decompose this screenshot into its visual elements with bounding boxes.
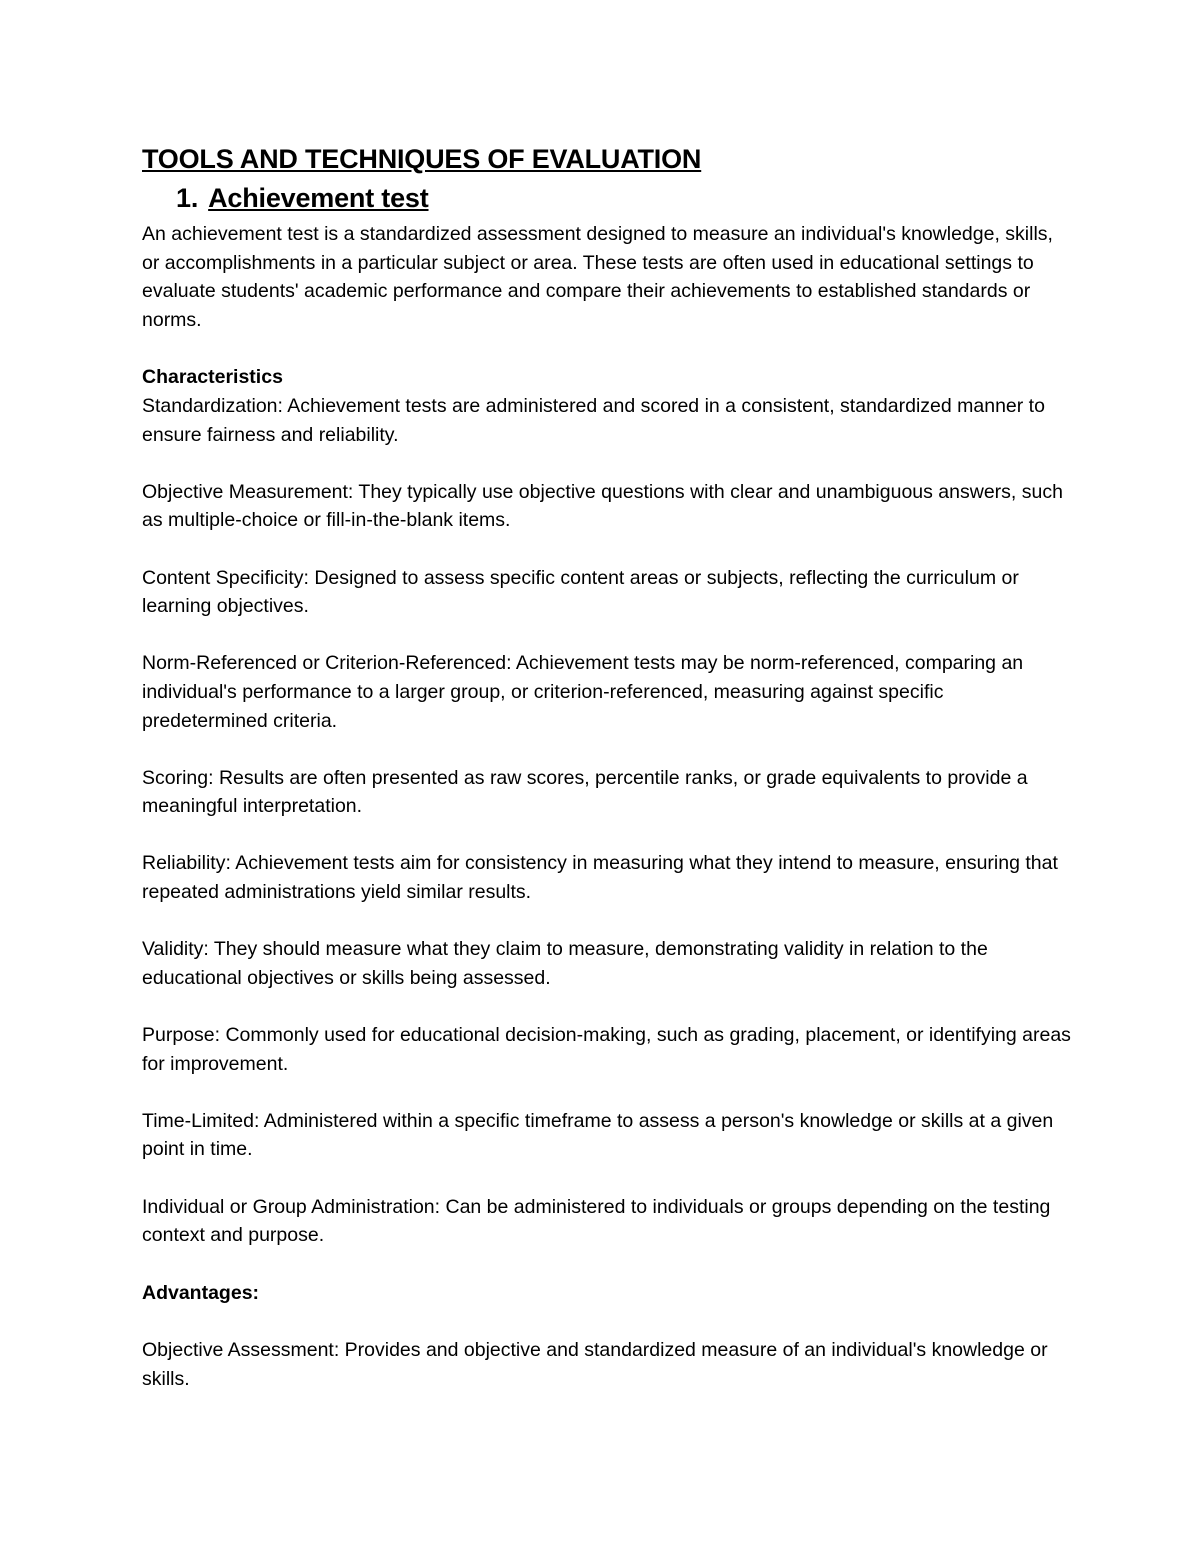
advantages-list: [142, 1336, 1072, 1393]
document-title: TOOLS AND TECHNIQUES OF EVALUATION: [142, 144, 702, 174]
characteristic-item: Purpose: Commonly used for educational decision-making, such as grading, placement, or identifying areas for improvement.: [142, 1024, 1071, 1075]
characteristic-item: Objective Measurement: They typically use objective questions with clear and unambiguous answers, such as multiple-choice or fill-in-the-blank items.: [142, 480, 1063, 532]
advantage-item: Objective Assessment: Provides and objective and standardized measure of an individual's knowledge or skills.: [142, 1338, 1048, 1390]
characteristic-item: Standardization: Achievement tests are administered and scored in a consistent, standardized manner to ensure fairness and reliability.: [142, 394, 1045, 446]
intro-paragraph: An achievement test is a standardized assessment designed to measure an individual's knowledge, skills, or accomplishments in a particular subject or area. These tests are often used in educational settings to evaluate students' academic performance and compare their achievements to established standards or norms.: [142, 223, 1053, 331]
characteristic-item: Individual or Group Administration: Can be administered to individuals or groups depending on the testing context and purpose.: [142, 1195, 1051, 1247]
characteristic-item: Norm-Referenced or Criterion-Referenced: Achievement tests may be norm-referenced, comparing an individual's performance to a larger group, or criterion-referenced, measuring against specific predetermined criteria.: [142, 652, 1024, 732]
characteristic-item: Reliability: Achievement tests aim for consistency in measuring what they intend to measure, ensuring that repeated administrations yield similar results.: [142, 852, 1058, 904]
characteristics-heading: Characteristics: [142, 366, 283, 389]
advantages-heading: Advantages:: [142, 1281, 260, 1304]
characteristic-item: Scoring: Results are often presented as raw scores, percentile ranks, or grade equivalents to provide a meaningful interpretation.: [142, 766, 1028, 818]
section-heading: [176, 178, 1072, 218]
document-page: [142, 140, 1072, 1393]
section-title: Achievement test: [208, 183, 429, 213]
section-number: 1.: [176, 183, 199, 213]
characteristic-item: Time-Limited: Administered within a specific timeframe to assess a person's knowledge or skills at a given point in time.: [142, 1109, 1054, 1161]
characteristic-item: Validity: They should measure what they claim to measure, demonstrating validity in relation to the educational objectives or skills being assessed.: [142, 938, 988, 989]
characteristic-item: Content Specificity: Designed to assess specific content areas or subjects, reflecting the curriculum or learning objectives.: [142, 566, 1019, 618]
characteristics-list: [142, 392, 1072, 1250]
